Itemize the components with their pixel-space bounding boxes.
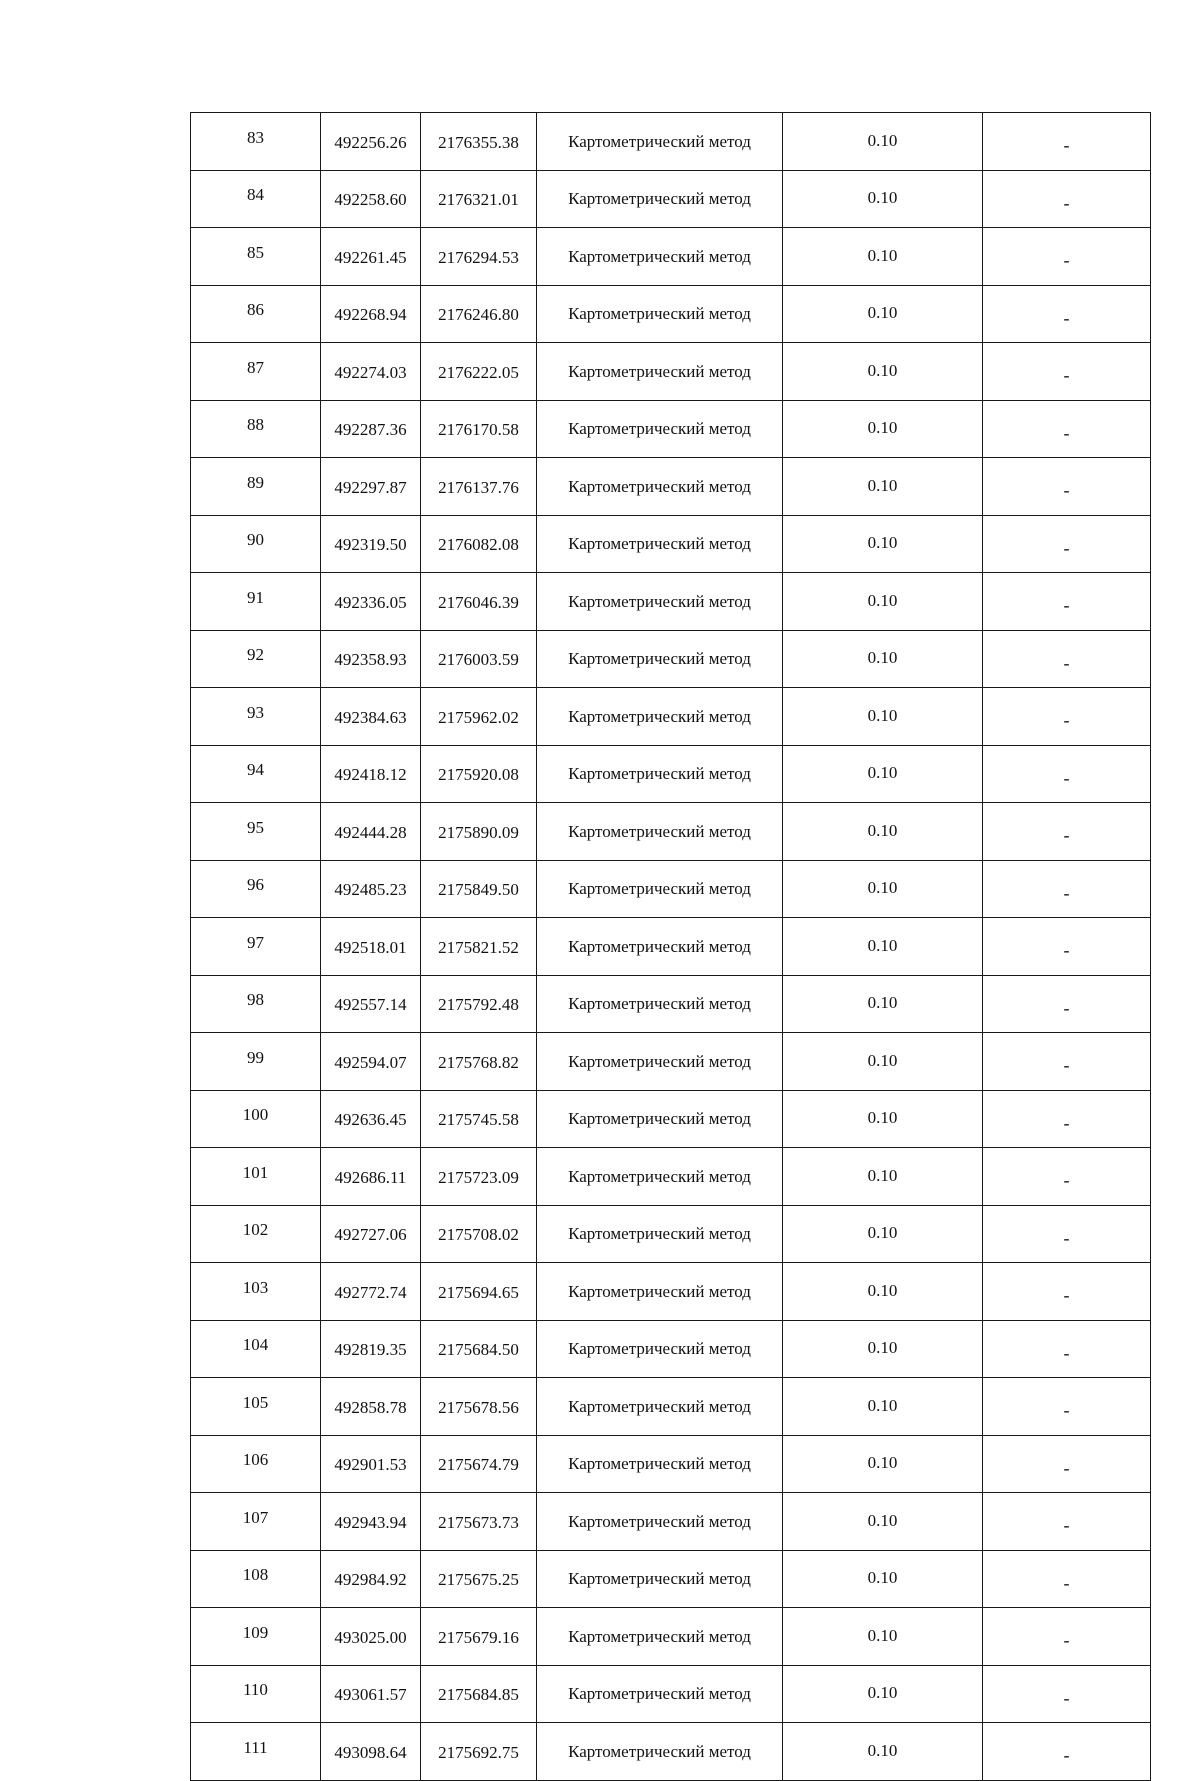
note-cell: - — [983, 918, 1151, 976]
point-number-cell: 96 — [191, 860, 321, 918]
accuracy-cell: 0.10 — [783, 1148, 983, 1206]
x-coordinate-cell: 492819.35 — [321, 1320, 421, 1378]
point-number-cell: 95 — [191, 803, 321, 861]
table-row — [191, 170, 1151, 228]
note-cell: - — [983, 630, 1151, 688]
method-cell: Картометрический метод — [537, 400, 783, 458]
y-coordinate-cell: 2175678.56 — [421, 1378, 537, 1436]
accuracy-cell: 0.10 — [783, 1435, 983, 1493]
method-cell: Картометрический метод — [537, 1493, 783, 1551]
method-cell: Картометрический метод — [537, 1608, 783, 1666]
note-cell: - — [983, 1205, 1151, 1263]
y-coordinate-cell: 2176137.76 — [421, 458, 537, 516]
method-cell: Картометрический метод — [537, 860, 783, 918]
table-row — [191, 1090, 1151, 1148]
point-number-cell: 107 — [191, 1493, 321, 1551]
note-cell: - — [983, 1090, 1151, 1148]
y-coordinate-cell: 2175792.48 — [421, 975, 537, 1033]
y-coordinate-cell: 2175768.82 — [421, 1033, 537, 1091]
x-coordinate-cell: 492358.93 — [321, 630, 421, 688]
note-cell: - — [983, 1665, 1151, 1723]
x-coordinate-cell: 492594.07 — [321, 1033, 421, 1091]
method-cell: Картометрический метод — [537, 515, 783, 573]
accuracy-cell: 0.10 — [783, 228, 983, 286]
table-row — [191, 688, 1151, 746]
note-cell: - — [983, 1723, 1151, 1781]
point-number-cell: 94 — [191, 745, 321, 803]
point-number-cell: 110 — [191, 1665, 321, 1723]
y-coordinate-cell: 2175849.50 — [421, 860, 537, 918]
method-cell: Картометрический метод — [537, 458, 783, 516]
y-coordinate-cell: 2175821.52 — [421, 918, 537, 976]
y-coordinate-cell: 2175692.75 — [421, 1723, 537, 1781]
table-row — [191, 343, 1151, 401]
table-row — [191, 860, 1151, 918]
accuracy-cell: 0.10 — [783, 285, 983, 343]
point-number-cell: 105 — [191, 1378, 321, 1436]
accuracy-cell: 0.10 — [783, 860, 983, 918]
y-coordinate-cell: 2175890.09 — [421, 803, 537, 861]
note-cell: - — [983, 860, 1151, 918]
accuracy-cell: 0.10 — [783, 975, 983, 1033]
accuracy-cell: 0.10 — [783, 1378, 983, 1436]
table-row — [191, 113, 1151, 171]
method-cell: Картометрический метод — [537, 343, 783, 401]
method-cell: Картометрический метод — [537, 1148, 783, 1206]
coordinates-table-body — [191, 113, 1151, 1781]
x-coordinate-cell: 492268.94 — [321, 285, 421, 343]
point-number-cell: 84 — [191, 170, 321, 228]
table-row — [191, 458, 1151, 516]
note-cell: - — [983, 1550, 1151, 1608]
accuracy-cell: 0.10 — [783, 400, 983, 458]
accuracy-cell: 0.10 — [783, 1263, 983, 1321]
note-cell: - — [983, 400, 1151, 458]
note-cell: - — [983, 803, 1151, 861]
y-coordinate-cell: 2176246.80 — [421, 285, 537, 343]
y-coordinate-cell: 2176082.08 — [421, 515, 537, 573]
method-cell: Картометрический метод — [537, 1263, 783, 1321]
accuracy-cell: 0.10 — [783, 630, 983, 688]
point-number-cell: 106 — [191, 1435, 321, 1493]
note-cell: - — [983, 573, 1151, 631]
method-cell: Картометрический метод — [537, 113, 783, 171]
note-cell: - — [983, 285, 1151, 343]
method-cell: Картометрический метод — [537, 573, 783, 631]
y-coordinate-cell: 2176222.05 — [421, 343, 537, 401]
note-cell: - — [983, 1435, 1151, 1493]
x-coordinate-cell: 492444.28 — [321, 803, 421, 861]
table-row — [191, 1205, 1151, 1263]
table-row — [191, 803, 1151, 861]
x-coordinate-cell: 492772.74 — [321, 1263, 421, 1321]
x-coordinate-cell: 492261.45 — [321, 228, 421, 286]
coordinates-table — [190, 112, 1151, 1781]
point-number-cell: 97 — [191, 918, 321, 976]
point-number-cell: 101 — [191, 1148, 321, 1206]
table-row — [191, 975, 1151, 1033]
point-number-cell: 91 — [191, 573, 321, 631]
method-cell: Картометрический метод — [537, 918, 783, 976]
x-coordinate-cell: 492686.11 — [321, 1148, 421, 1206]
accuracy-cell: 0.10 — [783, 745, 983, 803]
table-row — [191, 515, 1151, 573]
x-coordinate-cell: 492256.26 — [321, 113, 421, 171]
point-number-cell: 111 — [191, 1723, 321, 1781]
x-coordinate-cell: 492258.60 — [321, 170, 421, 228]
method-cell: Картометрический метод — [537, 285, 783, 343]
method-cell: Картометрический метод — [537, 1090, 783, 1148]
point-number-cell: 104 — [191, 1320, 321, 1378]
table-row — [191, 1665, 1151, 1723]
note-cell: - — [983, 975, 1151, 1033]
method-cell: Картометрический метод — [537, 1205, 783, 1263]
table-row — [191, 918, 1151, 976]
point-number-cell: 83 — [191, 113, 321, 171]
accuracy-cell: 0.10 — [783, 170, 983, 228]
table-row — [191, 1608, 1151, 1666]
point-number-cell: 108 — [191, 1550, 321, 1608]
method-cell: Картометрический метод — [537, 745, 783, 803]
note-cell: - — [983, 1493, 1151, 1551]
table-row — [191, 1320, 1151, 1378]
x-coordinate-cell: 492858.78 — [321, 1378, 421, 1436]
accuracy-cell: 0.10 — [783, 113, 983, 171]
table-row — [191, 1550, 1151, 1608]
x-coordinate-cell: 492984.92 — [321, 1550, 421, 1608]
x-coordinate-cell: 492636.45 — [321, 1090, 421, 1148]
note-cell: - — [983, 745, 1151, 803]
note-cell: - — [983, 515, 1151, 573]
point-number-cell: 92 — [191, 630, 321, 688]
y-coordinate-cell: 2175694.65 — [421, 1263, 537, 1321]
note-cell: - — [983, 1320, 1151, 1378]
x-coordinate-cell: 492274.03 — [321, 343, 421, 401]
x-coordinate-cell: 493098.64 — [321, 1723, 421, 1781]
x-coordinate-cell: 492901.53 — [321, 1435, 421, 1493]
accuracy-cell: 0.10 — [783, 458, 983, 516]
note-cell: - — [983, 1378, 1151, 1436]
y-coordinate-cell: 2176046.39 — [421, 573, 537, 631]
accuracy-cell: 0.10 — [783, 1608, 983, 1666]
method-cell: Картометрический метод — [537, 630, 783, 688]
y-coordinate-cell: 2176003.59 — [421, 630, 537, 688]
point-number-cell: 98 — [191, 975, 321, 1033]
x-coordinate-cell: 492943.94 — [321, 1493, 421, 1551]
y-coordinate-cell: 2175675.25 — [421, 1550, 537, 1608]
y-coordinate-cell: 2175745.58 — [421, 1090, 537, 1148]
note-cell: - — [983, 343, 1151, 401]
y-coordinate-cell: 2175962.02 — [421, 688, 537, 746]
y-coordinate-cell: 2175679.16 — [421, 1608, 537, 1666]
y-coordinate-cell: 2175673.73 — [421, 1493, 537, 1551]
y-coordinate-cell: 2175708.02 — [421, 1205, 537, 1263]
note-cell: - — [983, 688, 1151, 746]
x-coordinate-cell: 492319.50 — [321, 515, 421, 573]
point-number-cell: 89 — [191, 458, 321, 516]
table-row — [191, 630, 1151, 688]
table-row — [191, 400, 1151, 458]
point-number-cell: 102 — [191, 1205, 321, 1263]
accuracy-cell: 0.10 — [783, 1493, 983, 1551]
accuracy-cell: 0.10 — [783, 1550, 983, 1608]
point-number-cell: 86 — [191, 285, 321, 343]
table-row — [191, 1493, 1151, 1551]
accuracy-cell: 0.10 — [783, 803, 983, 861]
table-row — [191, 1033, 1151, 1091]
method-cell: Картометрический метод — [537, 975, 783, 1033]
table-row — [191, 1435, 1151, 1493]
table-row — [191, 228, 1151, 286]
accuracy-cell: 0.10 — [783, 1320, 983, 1378]
table-row — [191, 285, 1151, 343]
x-coordinate-cell: 492287.36 — [321, 400, 421, 458]
x-coordinate-cell: 492297.87 — [321, 458, 421, 516]
x-coordinate-cell: 492336.05 — [321, 573, 421, 631]
note-cell: - — [983, 1263, 1151, 1321]
accuracy-cell: 0.10 — [783, 343, 983, 401]
method-cell: Картометрический метод — [537, 1378, 783, 1436]
method-cell: Картометрический метод — [537, 228, 783, 286]
method-cell: Картометрический метод — [537, 1435, 783, 1493]
method-cell: Картометрический метод — [537, 1665, 783, 1723]
y-coordinate-cell: 2175674.79 — [421, 1435, 537, 1493]
note-cell: - — [983, 170, 1151, 228]
note-cell: - — [983, 458, 1151, 516]
point-number-cell: 100 — [191, 1090, 321, 1148]
accuracy-cell: 0.10 — [783, 1205, 983, 1263]
point-number-cell: 88 — [191, 400, 321, 458]
point-number-cell: 87 — [191, 343, 321, 401]
y-coordinate-cell: 2175920.08 — [421, 745, 537, 803]
table-row — [191, 1148, 1151, 1206]
table-row — [191, 745, 1151, 803]
method-cell: Картометрический метод — [537, 803, 783, 861]
point-number-cell: 90 — [191, 515, 321, 573]
x-coordinate-cell: 492727.06 — [321, 1205, 421, 1263]
x-coordinate-cell: 493061.57 — [321, 1665, 421, 1723]
x-coordinate-cell: 492518.01 — [321, 918, 421, 976]
y-coordinate-cell: 2175723.09 — [421, 1148, 537, 1206]
accuracy-cell: 0.10 — [783, 688, 983, 746]
accuracy-cell: 0.10 — [783, 918, 983, 976]
note-cell: - — [983, 228, 1151, 286]
point-number-cell: 93 — [191, 688, 321, 746]
note-cell: - — [983, 1608, 1151, 1666]
accuracy-cell: 0.10 — [783, 1033, 983, 1091]
method-cell: Картометрический метод — [537, 1320, 783, 1378]
x-coordinate-cell: 492384.63 — [321, 688, 421, 746]
point-number-cell: 99 — [191, 1033, 321, 1091]
table-row — [191, 1378, 1151, 1436]
accuracy-cell: 0.10 — [783, 1723, 983, 1781]
table-row — [191, 573, 1151, 631]
point-number-cell: 109 — [191, 1608, 321, 1666]
note-cell: - — [983, 1033, 1151, 1091]
y-coordinate-cell: 2176294.53 — [421, 228, 537, 286]
x-coordinate-cell: 493025.00 — [321, 1608, 421, 1666]
method-cell: Картометрический метод — [537, 170, 783, 228]
accuracy-cell: 0.10 — [783, 573, 983, 631]
x-coordinate-cell: 492418.12 — [321, 745, 421, 803]
y-coordinate-cell: 2176321.01 — [421, 170, 537, 228]
x-coordinate-cell: 492557.14 — [321, 975, 421, 1033]
y-coordinate-cell: 2175684.50 — [421, 1320, 537, 1378]
method-cell: Картометрический метод — [537, 1550, 783, 1608]
method-cell: Картометрический метод — [537, 688, 783, 746]
point-number-cell: 85 — [191, 228, 321, 286]
method-cell: Картометрический метод — [537, 1723, 783, 1781]
note-cell: - — [983, 1148, 1151, 1206]
x-coordinate-cell: 492485.23 — [321, 860, 421, 918]
accuracy-cell: 0.10 — [783, 1090, 983, 1148]
note-cell: - — [983, 113, 1151, 171]
table-row — [191, 1723, 1151, 1781]
accuracy-cell: 0.10 — [783, 1665, 983, 1723]
y-coordinate-cell: 2176170.58 — [421, 400, 537, 458]
accuracy-cell: 0.10 — [783, 515, 983, 573]
method-cell: Картометрический метод — [537, 1033, 783, 1091]
y-coordinate-cell: 2175684.85 — [421, 1665, 537, 1723]
table-row — [191, 1263, 1151, 1321]
y-coordinate-cell: 2176355.38 — [421, 113, 537, 171]
point-number-cell: 103 — [191, 1263, 321, 1321]
